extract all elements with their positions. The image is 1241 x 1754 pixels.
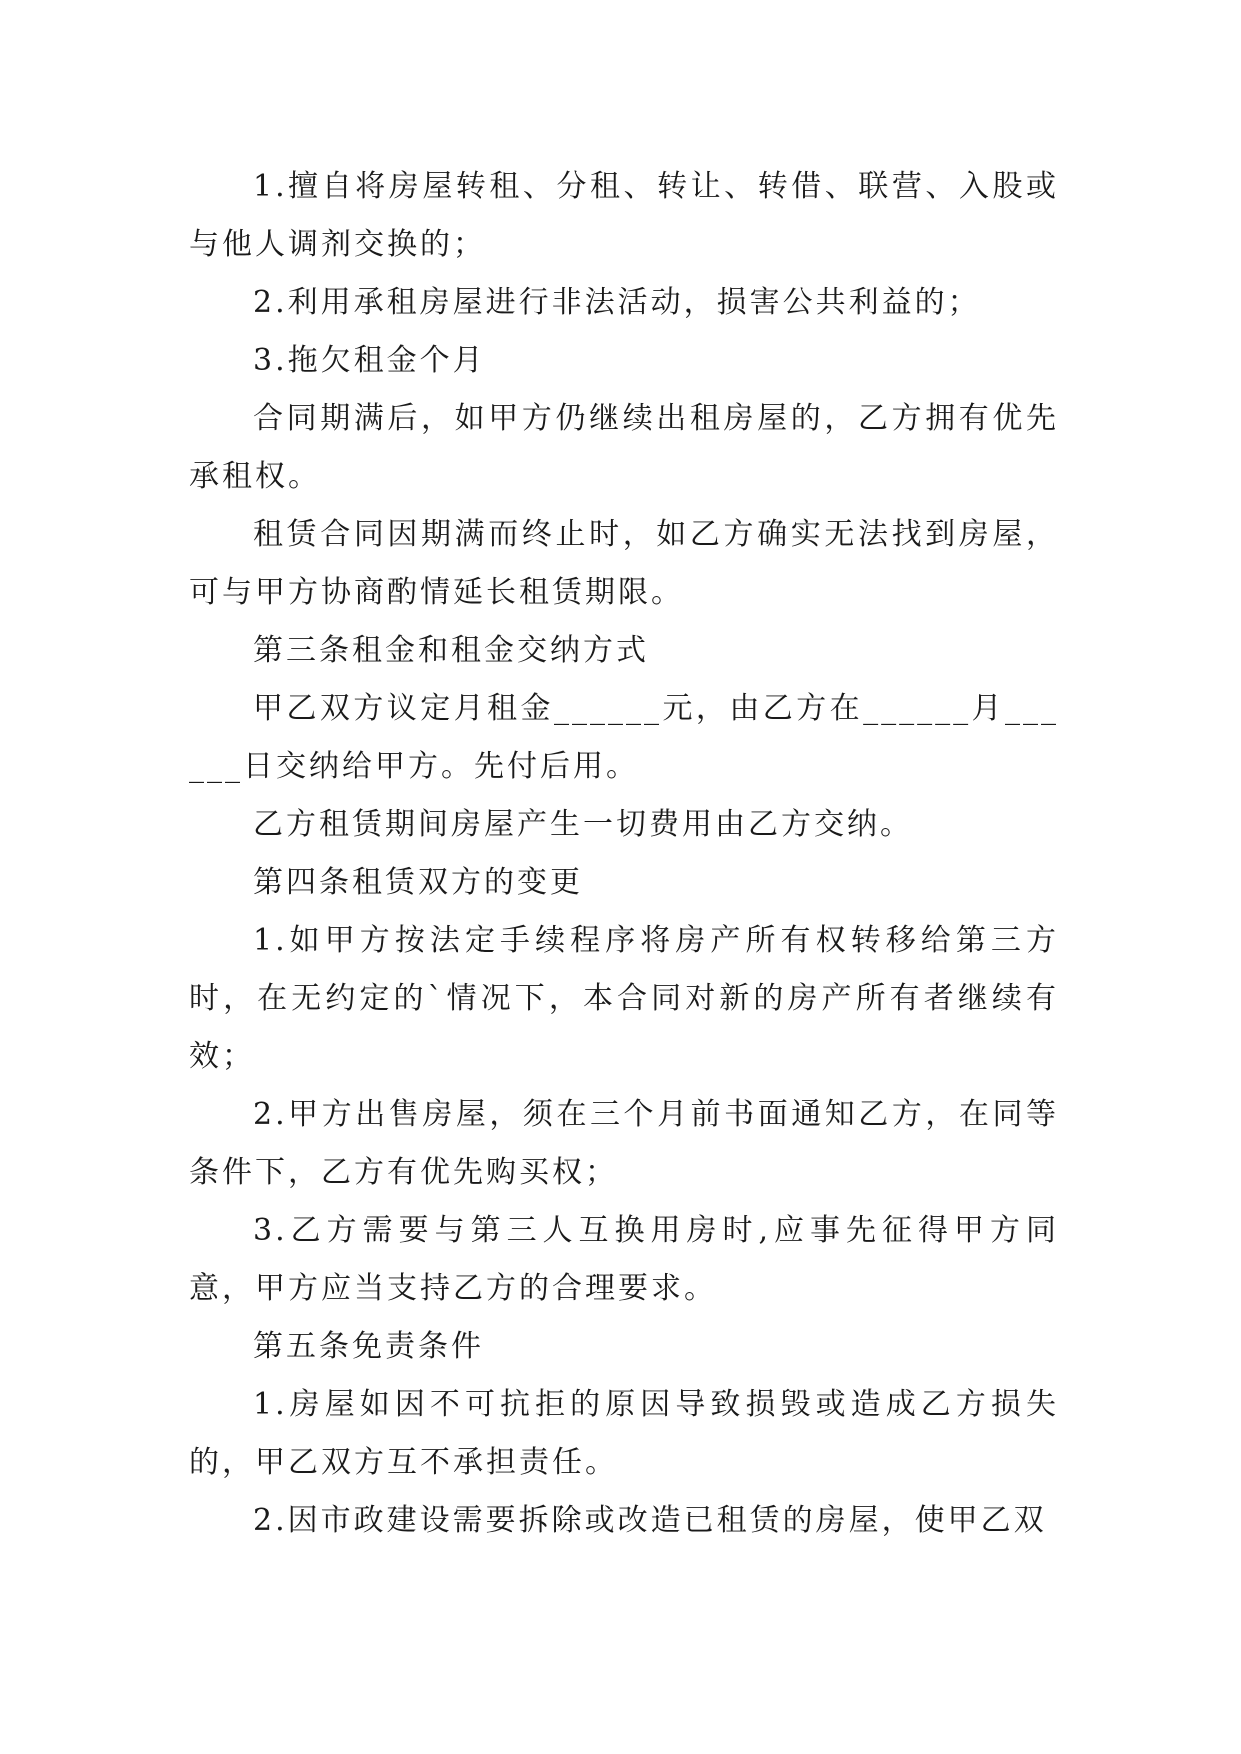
document-body [189,158,1059,1550]
clause-force-majeure: 1.房屋如因不可抗拒的原因导致损毁或造成乙方损失的，甲乙双方互不承担责任。 [189,1387,1059,1480]
article-4-heading: 第四条租赁双方的变更 [253,865,583,900]
clause-exchange-housing: 3.乙方需要与第三人互换用房时,应事先征得甲方同意，甲方应当支持乙方的合理要求。 [189,1213,1059,1306]
clause-sale-notice: 2.甲方出售房屋，须在三个月前书面通知乙方，在同等条件下，乙方有优先购买权； [189,1097,1059,1190]
clause-ownership-transfer: 1.如甲方按法定手续程序将房产所有权转移给第三方时，在无约定的`情况下，本合同对新的房产所有者继续有效； [189,923,1059,1074]
clause-rent-arrears-item: 3.拖欠租金个月 [253,343,486,378]
article-3-heading: 第三条租金和租金交纳方式 [253,633,649,668]
clause-monthly-rent: 甲乙双方议定月租金______元，由乙方在______月______日交纳给甲方。先付后用。 [189,691,1059,784]
clause-extension: 租赁合同因期满而终止时，如乙方确实无法找到房屋，可与甲方协商酌情延长租赁期限。 [189,517,1059,610]
clause-sublet-item: 1.擅自将房屋转租、分租、转让、转借、联营、入股或与他人调剂交换的； [189,169,1059,262]
clause-illegal-use-item: 2.利用承租房屋进行非法活动，损害公共利益的； [253,285,981,320]
article-5-heading: 第五条免责条件 [253,1329,484,1364]
clause-municipal-demolition: 2.因市政建设需要拆除或改造已租赁的房屋，使甲乙双 [253,1503,1047,1538]
clause-renewal-priority: 合同期满后，如甲方仍继续出租房屋的，乙方拥有优先承租权。 [189,401,1059,494]
clause-expenses: 乙方租赁期间房屋产生一切费用由乙方交纳。 [253,807,913,842]
